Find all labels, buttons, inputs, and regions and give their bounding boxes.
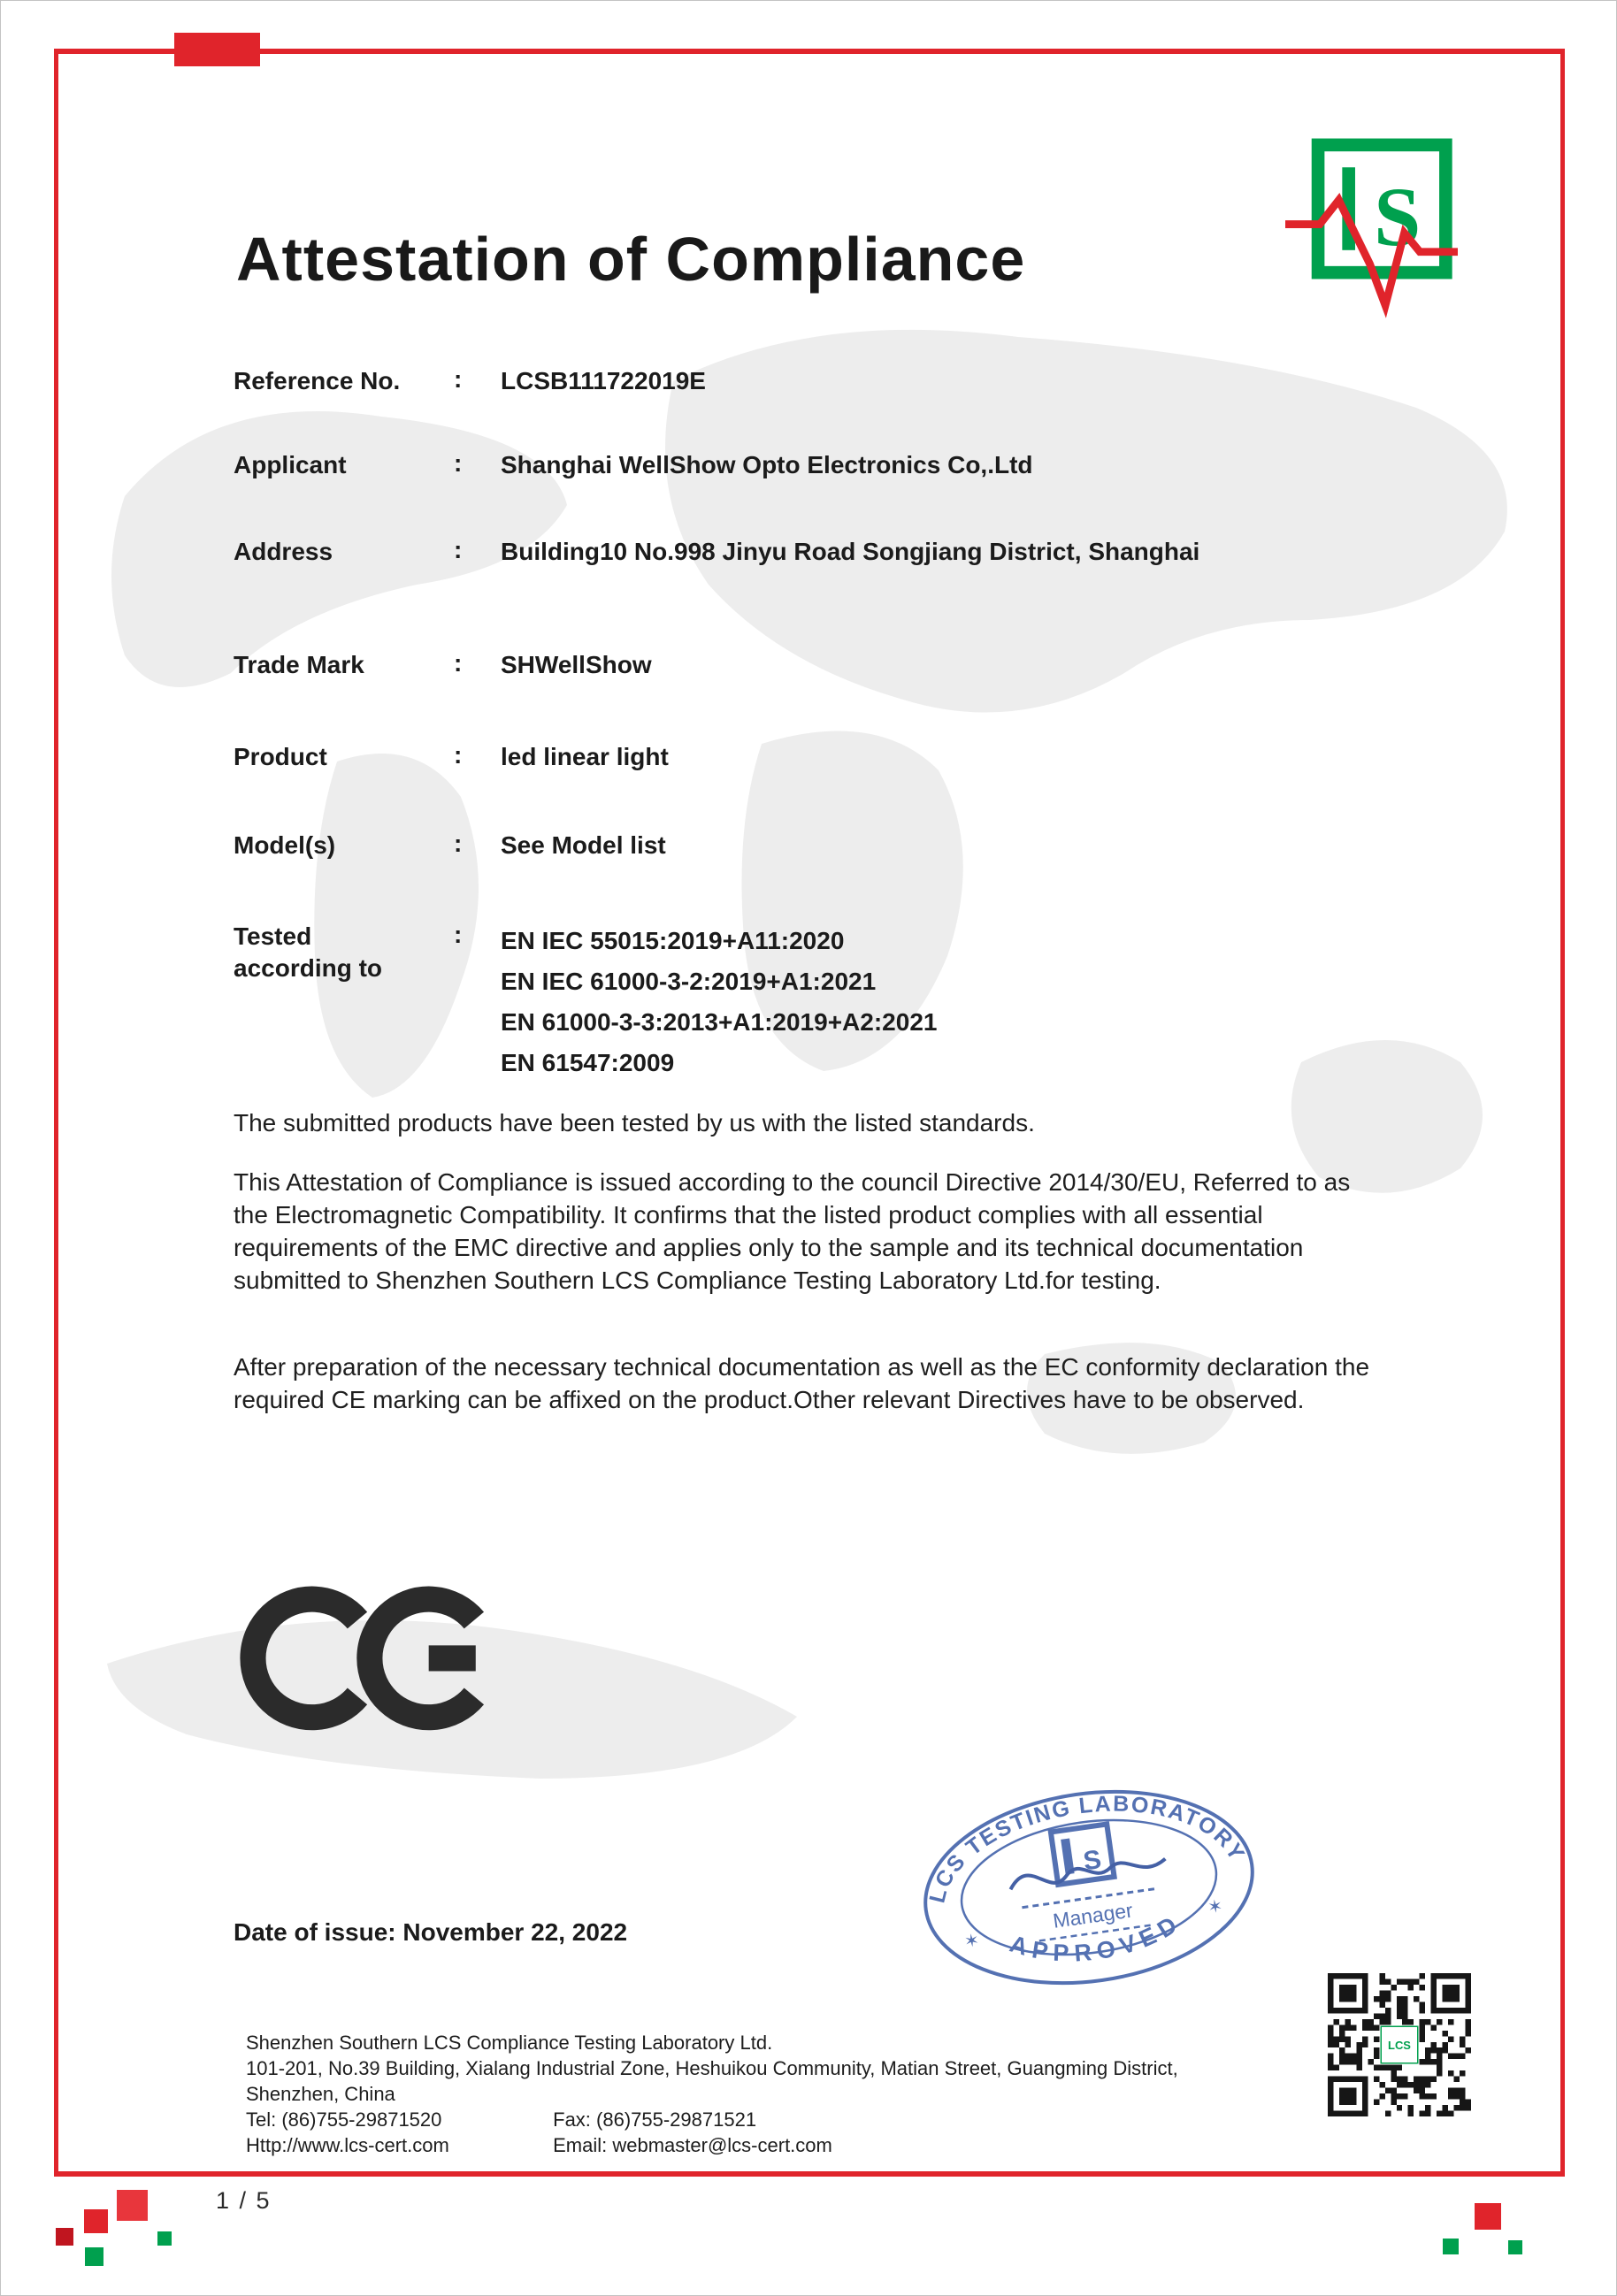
field-value: LCSB111722019E xyxy=(501,367,706,394)
field-label: Product xyxy=(234,743,327,770)
page-number: 1 / 5 xyxy=(216,2187,272,2214)
field-value: SHWellShow xyxy=(501,651,652,678)
field-value-list xyxy=(501,921,937,1083)
footer-address-line2: Shenzhen, China xyxy=(246,2083,395,2105)
footer-fax: Fax: (86)755-29871521 xyxy=(553,2108,757,2131)
decor-square xyxy=(1508,2240,1522,2254)
frame-right-line xyxy=(1560,49,1565,2177)
field-value: Building10 No.998 Jinyu Road Songjiang District, Shanghai xyxy=(501,538,1200,565)
field-value: See Model list xyxy=(501,831,666,859)
paragraph-tested-statement: The submitted products have been tested by us with the listed standards. xyxy=(234,1109,1035,1137)
decor-square xyxy=(117,2190,148,2221)
field-row-tested-standards xyxy=(234,921,1472,1098)
frame-left-line xyxy=(54,49,58,2177)
logo-letter-s: S xyxy=(1374,169,1422,264)
field-colon: : xyxy=(454,536,463,563)
paragraph-ce-statement: After preparation of the necessary technical documentation as well as the EC conformity declaration the required CE marking can be affixed on the product.Other relevant Directives have to be observed. xyxy=(234,1353,1370,1413)
footer-block xyxy=(246,2030,1178,2158)
decor-square xyxy=(1475,2203,1501,2230)
approval-stamp xyxy=(872,1750,1306,2024)
field-value: Shanghai WellShow Opto Electronics Co,.Ltd xyxy=(501,451,1033,478)
stamp-logo-letter: S xyxy=(1081,1844,1104,1877)
field-colon: : xyxy=(454,830,463,857)
decor-square xyxy=(85,2247,103,2266)
field-label: Trade Mark xyxy=(234,651,364,678)
field-label: Reference No. xyxy=(234,367,401,394)
field-value: led linear light xyxy=(501,743,669,770)
field-colon: : xyxy=(454,449,463,477)
field-label: Tested according to xyxy=(234,922,383,982)
stamp-role-text: Manager xyxy=(1051,1898,1135,1932)
field-colon: : xyxy=(454,921,463,948)
stamp-star-right-icon: ✶ xyxy=(1207,1896,1224,1918)
field-row-trademark xyxy=(234,649,1472,688)
footer-company: Shenzhen Southern LCS Compliance Testing Laboratory Ltd. xyxy=(246,2032,773,2054)
frame-top-line xyxy=(54,49,1565,54)
standard-line: EN 61547:2009 xyxy=(501,1049,675,1076)
frame-bottom-line xyxy=(54,2171,1565,2177)
decor-square xyxy=(157,2231,172,2246)
decor-square xyxy=(84,2209,108,2233)
field-row-models xyxy=(234,830,1472,869)
field-row-product xyxy=(234,741,1472,780)
stamp-arc-bottom-text: APPROVED xyxy=(1007,1908,1187,1967)
field-label: Applicant xyxy=(234,451,347,478)
decor-square xyxy=(56,2228,73,2246)
ce-mark-icon xyxy=(236,1573,502,1748)
field-colon: : xyxy=(454,741,463,769)
standard-line: EN IEC 61000-3-2:2019+A1:2021 xyxy=(501,968,877,995)
lcs-logo-icon xyxy=(1285,138,1458,315)
field-colon: : xyxy=(454,649,463,677)
decor-square xyxy=(174,33,260,66)
field-row-reference xyxy=(234,365,1472,404)
qr-code xyxy=(1328,1973,1471,2116)
field-row-applicant xyxy=(234,449,1472,488)
standard-line: EN IEC 55015:2019+A11:2020 xyxy=(501,927,845,954)
decor-square xyxy=(1443,2239,1459,2254)
qr-center-label: LCS xyxy=(1388,2039,1411,2053)
footer-website: Http://www.lcs-cert.com xyxy=(246,2134,449,2156)
footer-email: Email: webmaster@lcs-cert.com xyxy=(553,2134,832,2156)
paragraph-directive-statement: This Attestation of Compliance is issued according to the council Directive 2014/30/EU, Referred to as the Electromagnetic Compatibility. It confirms that the listed product complies with all essential requirements of the EMC directive and applies only to the sample and its technical documentation submitted to Shenzhen Southern LCS Compliance Testing Laboratory Ltd.for testing. xyxy=(234,1168,1351,1294)
footer-tel: Tel: (86)755-29871520 xyxy=(246,2108,442,2131)
field-label: Model(s) xyxy=(234,831,336,859)
stamp-arc-top-text: LCS TESTING LABORATORY xyxy=(924,1791,1251,1906)
footer-address-line1: 101-201, No.39 Building, Xialang Industrial Zone, Heshuikou Community, Matian Street, Guangming District, xyxy=(246,2057,1178,2079)
date-of-issue: Date of issue: November 22, 2022 xyxy=(234,1918,628,1946)
field-label: Address xyxy=(234,538,333,565)
stamp-star-left-icon: ✶ xyxy=(962,1930,981,1953)
field-colon: : xyxy=(454,365,463,393)
page-title: Attestation of Compliance xyxy=(236,225,1026,294)
standard-line: EN 61000-3-3:2013+A1:2019+A2:2021 xyxy=(501,1008,938,1036)
field-row-address xyxy=(234,536,1472,575)
